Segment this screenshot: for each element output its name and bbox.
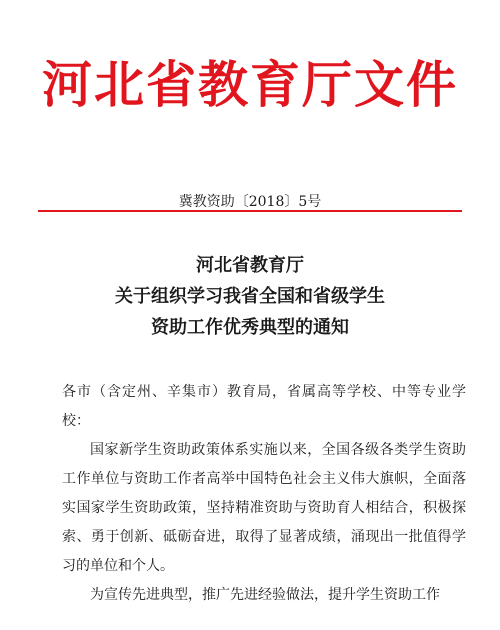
- document-number: 冀教资助〔2018〕5号: [178, 194, 322, 210]
- document-header-title: 河北省教育厅文件: [42, 56, 458, 114]
- body-paragraph: 为宣传先进典型，推广先进经验做法，提升学生资助工作: [90, 587, 440, 603]
- notice-title-line-3: 资助工作优秀典型的通知: [151, 317, 349, 338]
- notice-title-line-2: 关于组织学习我省全国和省级学生: [115, 286, 385, 307]
- red-divider-line: [38, 210, 462, 212]
- notice-title-line-1: 河北省教育厅: [196, 255, 304, 276]
- body-paragraph: 国家新学生资助政策体系实施以来，全国各级各类学生资助工作单位与资助工作者高举中国特色社会主义伟大旗帜，全面落实国家学生资助政策，坚持精准资助与资助育人相结合，积极探索、勇于创新、砥砺奋进，取得了显著成绩，涌现出一批值得学习的单位和个人。: [62, 442, 466, 574]
- notice-title: [0, 250, 500, 343]
- document-body: [62, 378, 466, 610]
- addressee: 各市（含定州、辛集市）教育局，省属高等学校、中等专业学校：: [62, 384, 466, 429]
